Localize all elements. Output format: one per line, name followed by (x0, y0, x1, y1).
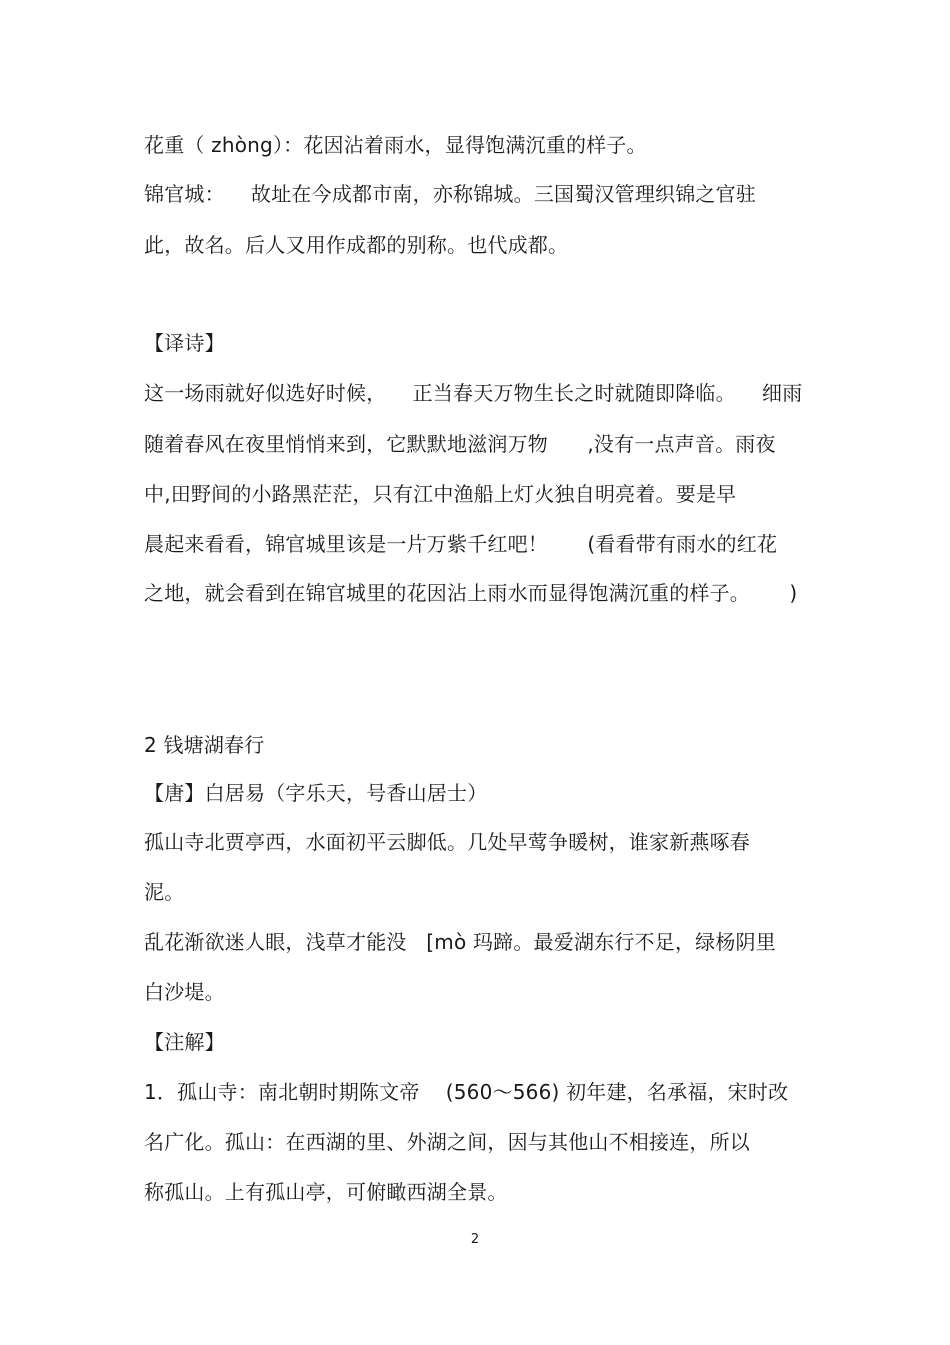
translation-line: 随着春风在夜里悄悄来到，它默默地滋润万物 ,没有一点声音。雨夜 (144, 432, 776, 456)
section-heading-notes: 【注解】 (144, 1030, 225, 1054)
section-heading-translation: 【译诗】 (144, 331, 225, 355)
poem-title: 2 钱塘湖春行 (144, 733, 265, 757)
note-line: 1．孤山寺：南北朝时期陈文帝 (560～566) 初年建，名承福，宋时改 (144, 1080, 789, 1104)
annotation-huazhong: 花重（ zhòng）：花因沾着雨水，显得饱满沉重的样子。 (144, 133, 647, 157)
poem-line: 孤山寺北贾亭西，水面初平云脚低。几处早莺争暖树，谁家新燕啄春 (144, 830, 750, 854)
translation-line: 之地，就会看到在锦官城里的花因沾上雨水而显得饱满沉重的样子。 ) (144, 581, 798, 605)
translation-line: 晨起来看看，锦官城里该是一片万紫千红吧！ (看看带有雨水的红花 (144, 532, 778, 556)
poem-author: 【唐】白居易（字乐天，号香山居士） (144, 781, 488, 805)
poem-line: 乱花渐欲迷人眼，浅草才能没 [mò 玛蹄。最爱湖东行不足，绿杨阴里 (144, 930, 776, 954)
annotation-jinguancheng-cont: 此，故名。后人又用作成都的别称。也代成都。 (144, 233, 569, 257)
poem-line: 泥。 (144, 880, 185, 904)
note-line: 名广化。孤山：在西湖的里、外湖之间，因与其他山不相接连，所以 (144, 1130, 750, 1154)
poem-line: 白沙堤。 (144, 980, 225, 1004)
page-number: 2 (470, 1232, 480, 1247)
translation-line: 这一场雨就好似选好时候， 正当春天万物生长之时就随即降临。 细雨 (144, 381, 803, 405)
annotation-jinguancheng: 锦官城： 故址在今成都市南，亦称锦城。三国蜀汉管理织锦之官驻 (144, 182, 757, 206)
translation-line: 中,田野间的小路黑茫茫，只有江中渔船上灯火独自明亮着。要是早 (144, 482, 737, 506)
note-line: 称孤山。上有孤山亭，可俯瞰西湖全景。 (144, 1180, 508, 1204)
